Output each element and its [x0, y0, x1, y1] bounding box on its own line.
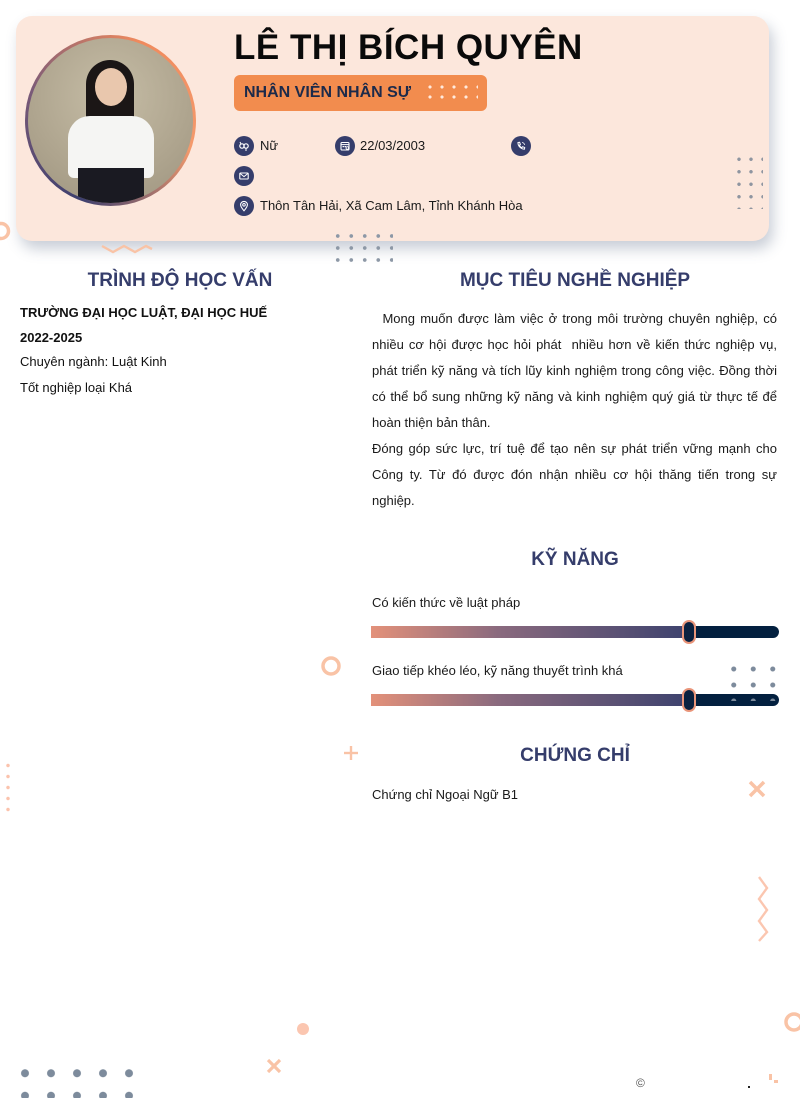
copyright-symbol: ©	[636, 1076, 645, 1090]
birthdate-value: 22/03/2003	[360, 138, 426, 153]
plus-decoration	[342, 744, 360, 762]
envelope-icon	[234, 166, 254, 186]
education-years: 2022-2025	[20, 330, 83, 345]
cross-decoration	[264, 1056, 284, 1076]
skill-level-knob	[682, 688, 696, 712]
avatar-skirt	[78, 168, 144, 203]
circle-decoration	[297, 1023, 309, 1035]
dot-grid-decoration	[331, 230, 393, 264]
avatar-ring	[25, 35, 196, 206]
ring-decoration	[319, 654, 343, 678]
dot-grid-decoration	[733, 153, 763, 209]
avatar-face	[95, 68, 127, 106]
dot-grid-decoration	[12, 1062, 136, 1098]
certificates-title: CHỨNG CHỈ	[520, 745, 630, 766]
objective-paragraph: Đóng góp sức lực, trí tuệ để tạo nên sự phát triển vững mạnh cho Công ty. Từ đó được đón nhận nhiều cơ hội thăng tiến trong sự nghiệp.	[372, 441, 777, 508]
role-badge	[234, 75, 487, 111]
objective-text	[372, 306, 781, 514]
skill-level-fill	[371, 694, 689, 706]
footer-dot	[748, 1086, 750, 1088]
skills-title: KỸ NĂNG	[531, 549, 619, 570]
skill-level-bar	[371, 694, 779, 706]
phone-icon	[511, 136, 531, 156]
education-grade: Tốt nghiệp loại Khá	[20, 380, 133, 395]
fragment-decoration	[769, 1074, 772, 1080]
skill-level-bar	[371, 626, 779, 638]
calendar-icon	[335, 136, 355, 156]
gender-icon	[234, 136, 254, 156]
objective-paragraph: Mong muốn được làm việc ở trong môi trường chuyên nghiệp, có nhiều cơ hội được học hỏi phát nhiều hơn về kiến thức nghiệp vụ, phát triển kỹ năng và tích lũy kinh nghiệm trong công việc. Đồng thời có thể bổ sung những kỹ năng và kinh nghiệm quý giá từ thực tế để hoàn thiện bản thân.	[372, 311, 781, 430]
avatar-photo	[28, 38, 193, 203]
candidate-name: LÊ THỊ BÍCH QUYÊN	[234, 28, 583, 67]
objective-title: MỤC TIÊU NGHỀ NGHIỆP	[459, 270, 691, 291]
fragment-decoration	[774, 1080, 778, 1083]
certificate-item: Chứng chỉ Ngoại Ngữ B1	[372, 787, 519, 802]
dot-column-decoration	[5, 760, 11, 812]
zigzag-decoration	[100, 242, 154, 256]
dot-grid-decoration	[724, 661, 788, 701]
gender-value: Nữ	[260, 138, 279, 153]
role-label: NHÂN VIÊN NHÂN SỰ	[244, 84, 412, 101]
education-title: TRÌNH ĐỘ HỌC VẤN	[87, 270, 273, 291]
skill-level-fill	[371, 626, 689, 638]
education-major: Chuyên ngành: Luật Kinh	[20, 354, 167, 369]
location-pin-icon	[234, 196, 254, 216]
address-value: Thôn Tân Hải, Xã Cam Lâm, Tỉnh Khánh Hòa	[260, 198, 523, 213]
role-badge-dots-decoration	[424, 82, 478, 100]
ring-decoration	[781, 1010, 800, 1034]
skill-level-knob	[682, 620, 696, 644]
cross-decoration	[746, 778, 768, 800]
education-school: TRƯỜNG ĐẠI HỌC LUẬT, ĐẠI HỌC HUẾ	[20, 305, 268, 320]
skill-label: Giao tiếp khéo léo, kỹ năng thuyết trình khá	[372, 663, 623, 678]
skill-label: Có kiến thức về luật pháp	[372, 595, 521, 610]
zigzag-vertical-decoration	[755, 874, 771, 944]
ring-decoration	[0, 220, 12, 242]
